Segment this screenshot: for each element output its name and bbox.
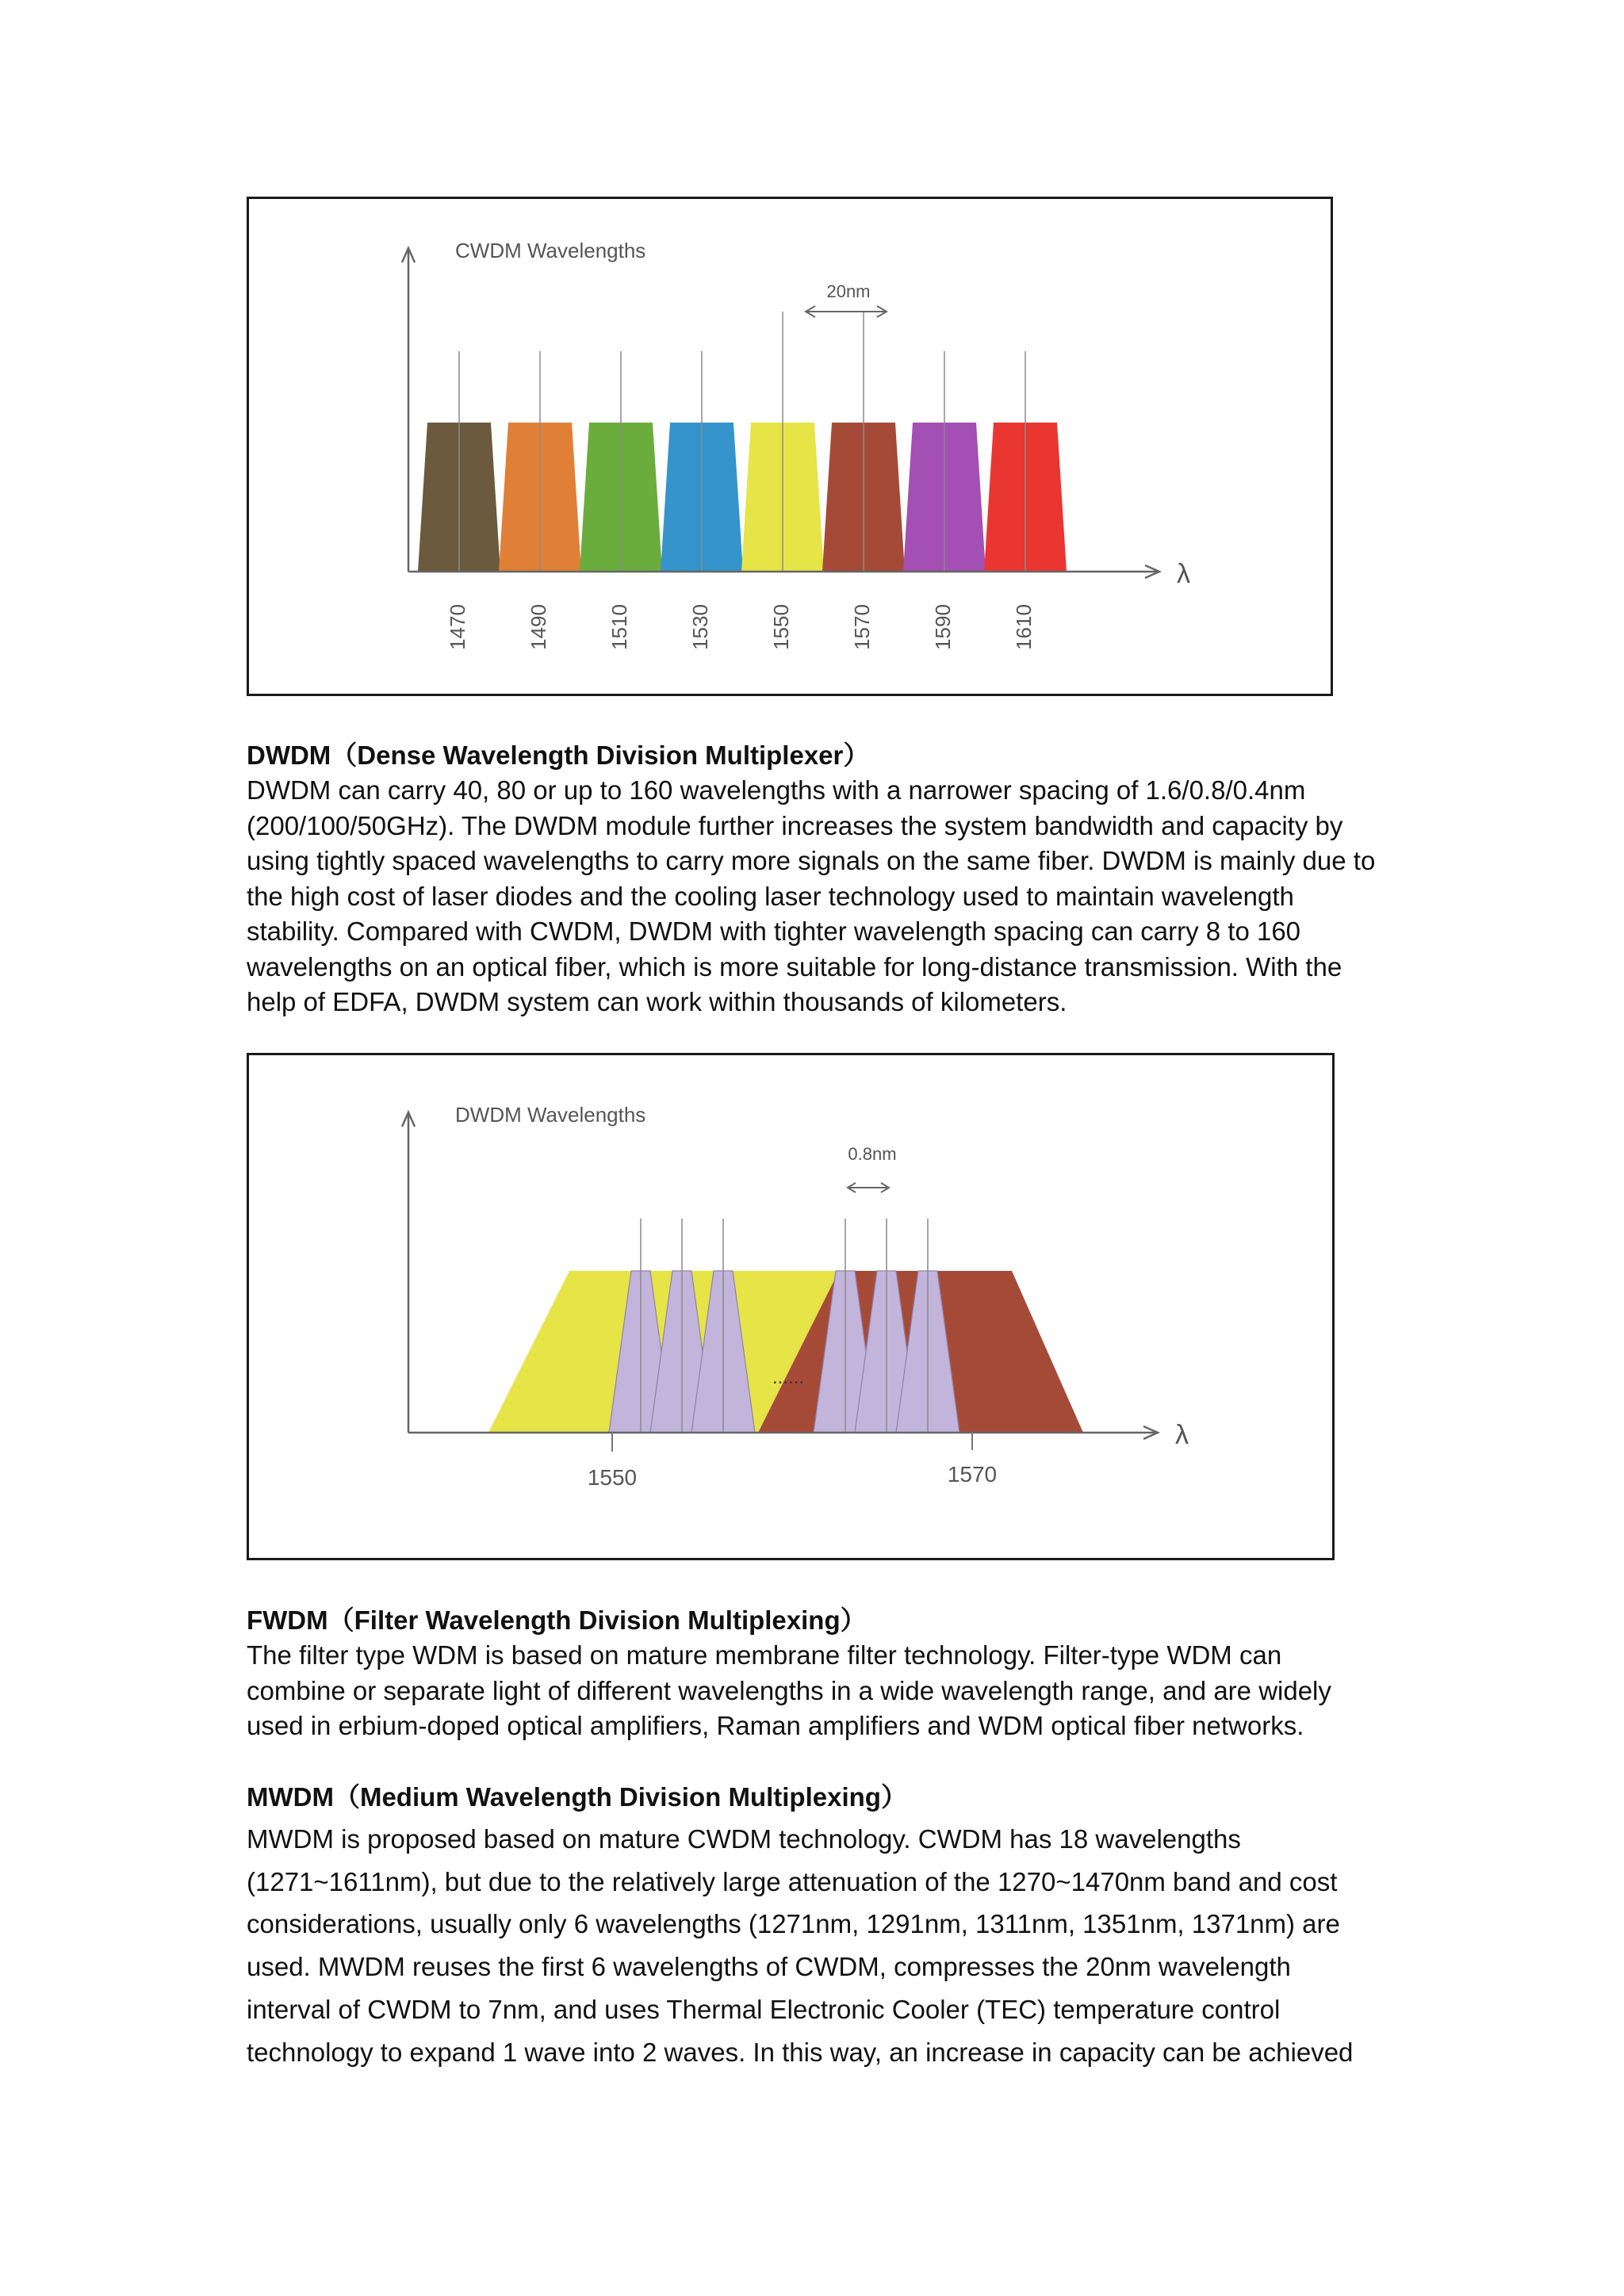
paragraph-line: used. MWDM reuses the first 6 wavelengths of CWDM, compresses the 20nm wavelength [247,1952,1291,1982]
channel-label-1490: 1490 [526,604,550,650]
paragraph-line: combine or separate light of different wavelengths in a wide wavelength range, and are widely [247,1675,1331,1705]
spacing-label: 0.8nm [848,1144,897,1164]
cwdm-diagram [249,199,1331,694]
paragraph-line: MWDM is proposed based on mature CWDM technology. CWDM has 18 wavelengths [247,1824,1241,1854]
channel-label-1610: 1610 [1011,604,1036,650]
dwdm-figure-title: DWDM Wavelengths [455,1103,646,1127]
band-label-1570: 1570 [947,1462,998,1487]
lambda-symbol: λ [1175,1420,1189,1450]
paragraph-line: wavelengths on an optical fiber, which is more suitable for long-distance transmission. With the [247,951,1342,982]
paragraph-line: stability. Compared with CWDM, DWDM with tighter wavelength spacing can carry 8 to 160 [247,916,1301,946]
cwdm-channel-bands [418,423,1067,572]
channel-label-1530: 1530 [688,604,712,650]
dwdm-diagram [249,1055,1332,1558]
channel-label-1550: 1550 [768,604,793,650]
spacing-label: 20nm [826,281,871,301]
mwdm-section-title: MWDM（Medium Wavelength Division Multiplexing） [247,1782,907,1812]
dwdm-wavelengths-figure [247,1053,1335,1560]
channel-label-1570: 1570 [849,604,874,650]
paragraph-line: technology to expand 1 wave into 2 waves. In this way, an increase in capacity can be achieved [247,2037,1354,2067]
paragraph-line: used in erbium-doped optical amplifiers, Raman amplifiers and WDM optical fiber networks. [247,1711,1304,1740]
paragraph-line: help of EDFA, DWDM system can work within thousands of kilometers. [247,987,1067,1016]
fwdm-section-title: FWDM（Filter Wavelength Division Multiplexing） [247,1605,867,1635]
paragraph-line: (1271~1611nm), but due to the relatively large attenuation of the 1270~1470nm band and cost [247,1866,1338,1896]
band-label-1550: 1550 [587,1465,638,1490]
lambda-symbol: λ [1177,559,1190,589]
paragraph-line: (200/100/50GHz). The DWDM module further increases the system bandwidth and capacity by [247,810,1343,840]
paragraph-line: DWDM can carry 40, 80 or up to 160 wavelengths with a narrower spacing of 1.6/0.8/0.4nm [247,775,1306,805]
channel-label-1470: 1470 [445,604,469,650]
channel-label-1510: 1510 [607,604,631,650]
paragraph-line: The filter type WDM is based on mature membrane filter technology. Filter-type WDM can [247,1640,1282,1670]
paragraph-line: considerations, usually only 6 wavelengths (1271nm, 1291nm, 1311nm, 1351nm, 1371nm) are [247,1909,1340,1939]
channel-label-1590: 1590 [930,604,955,650]
fwdm-paragraph [247,1638,1388,1744]
cwdm-wavelengths-figure [247,197,1333,696]
paragraph-line: using tightly spaced wavelengths to carry more signals on the same fiber. DWDM is mainly due to [247,846,1376,875]
dwdm-paragraph [247,773,1388,1020]
cwdm-figure-title: CWDM Wavelengths [455,239,646,262]
ellipsis-dots: ...... [772,1367,805,1388]
dwdm-section-title: DWDM（Dense Wavelength Division Multiplexer） [247,740,870,770]
mwdm-paragraph [247,1818,1388,2073]
paragraph-line: the high cost of laser diodes and the cooling laser technology used to maintain wavelength [247,881,1294,911]
cwdm-channel-labels [446,604,1036,650]
paragraph-line: interval of CWDM to 7nm, and uses Thermal Electronic Cooler (TEC) temperature control [247,1994,1281,2024]
